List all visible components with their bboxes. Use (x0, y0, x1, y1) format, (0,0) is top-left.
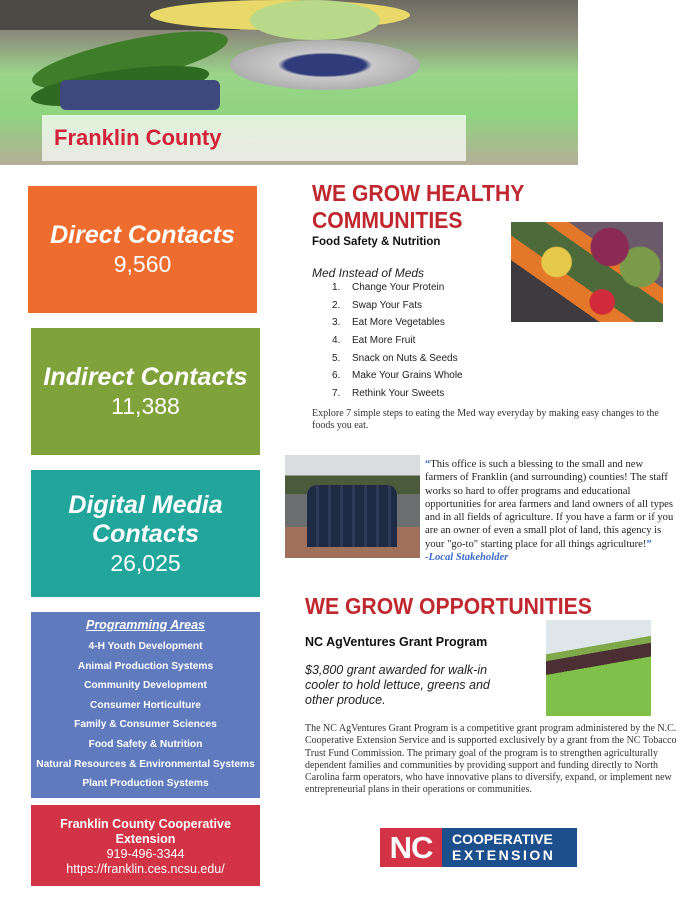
stakeholder-quote (425, 458, 677, 564)
programming-area-item: Plant Production Systems (82, 778, 209, 790)
med-program-title: Med Instead of Meds (312, 266, 425, 280)
grant-highlight: $3,800 grant awarded for walk-in cooler to hold lettuce, greens and other produce. (305, 663, 490, 707)
step-label: Make Your Grains Whole (352, 370, 463, 382)
indirect-contacts-box (31, 328, 260, 455)
grant-description: The NC AgVentures Grant Program is a competitive grant program administered by the N.C. Cooperative Extension Service and is supported exclusively by a grant from the NC Tobacco Trust Fund Commission. The primary goal of the program is to strengthen agriculturally dependent families and communities by providing support and funding directly to North Carolina farm operators, who have innovative plans to diversify, expand, or implement new entrepreneurial plans in their operations or communities. (305, 723, 677, 796)
programming-area-item: 4-H Youth Development (88, 641, 203, 652)
step-label: Swap Your Fats (352, 299, 423, 311)
programming-area-item: Community Development (84, 680, 207, 692)
logo-nc: NC (380, 828, 442, 867)
programming-area-item: Animal Production Systems (77, 660, 214, 672)
programming-area-item: Family & Consumer Sciences (74, 719, 217, 731)
contact-box (31, 805, 260, 886)
step-label: Rethink Your Sweets (352, 388, 445, 400)
logo-line2: EXTENSION (452, 847, 556, 863)
step-label: Change Your Protein (352, 282, 445, 293)
step-item (332, 353, 682, 371)
step-item (332, 282, 682, 300)
step-number: 1. (332, 282, 341, 293)
healthy-description: Explore 7 simple steps to eating the Med way everyday by making easy changes to the foods you eat. (312, 407, 659, 432)
programming-area-item: Natural Resources & Environmental Systems (36, 758, 255, 770)
direct-contacts-value: 9,560 (113, 251, 172, 277)
step-item (332, 388, 682, 406)
website-link[interactable]: https://franklin.ces.ncsu.edu/ (66, 862, 225, 876)
county-title: Franklin County (42, 115, 466, 161)
step-number: 3. (332, 317, 341, 329)
office-name: Franklin County Cooperative Extension (60, 817, 231, 846)
digital-contacts-box (31, 470, 260, 597)
quote-open: “ (425, 459, 431, 470)
indirect-contacts-label: Indirect Contacts (43, 363, 248, 391)
grant-program-title: NC AgVentures Grant Program (305, 635, 488, 649)
indirect-contacts-value: 11,388 (111, 393, 180, 419)
opportunities-heading: WE GROW OPPORTUNITIES (305, 593, 592, 619)
staff-group-photo (285, 455, 420, 558)
step-number: 5. (332, 352, 341, 364)
step-label: Eat More Fruit (352, 335, 416, 347)
step-item (332, 300, 682, 318)
step-number: 6. (332, 370, 341, 382)
step-item (332, 370, 682, 388)
phone: 919-496-3344 (106, 847, 185, 861)
quote-attribution: -Local Stakeholder (425, 552, 509, 564)
quote-close: ” (646, 538, 652, 550)
lettuce-greenhouse-photo (546, 620, 651, 716)
programming-area-item: Food Safety & Nutrition (88, 738, 203, 750)
step-number: 2. (332, 299, 341, 311)
step-label: Eat More Vegetables (352, 317, 445, 329)
step-item (332, 335, 682, 353)
step-label: Snack on Nuts & Seeds (352, 352, 458, 364)
step-number: 4. (332, 335, 341, 347)
healthy-subheading: Food Safety & Nutrition (312, 236, 441, 248)
programming-area-item: Consumer Horticulture (90, 699, 201, 711)
logo-line1: COOPERATIVE (452, 831, 553, 847)
direct-contacts-box (28, 186, 257, 313)
direct-contacts-label: Direct Contacts (50, 221, 235, 249)
step-item (332, 317, 682, 335)
digital-contacts-value: 26,025 (110, 549, 181, 576)
step-number: 7. (332, 388, 341, 400)
nc-cooperative-extension-logo (380, 828, 577, 867)
programming-areas (31, 612, 260, 798)
quote-text: This office is such a blessing to the small and new farmers of Franklin (and surrounding) counties! The staff works so hard to offer programs and educational opportunities for area farmers and land owners of all types and in all fields of agriculture. If you have a farm or if you are an owner of even a small plot of land, this agency is your "go-to" starting place for all things agriculture! (425, 459, 674, 550)
programming-heading: Programming Areas (85, 618, 206, 632)
healthy-heading: WE GROW HEALTHY COMMUNITIES (312, 180, 524, 233)
digital-contacts-label: Digital Media Contacts (68, 490, 223, 548)
steps-list (312, 282, 682, 406)
